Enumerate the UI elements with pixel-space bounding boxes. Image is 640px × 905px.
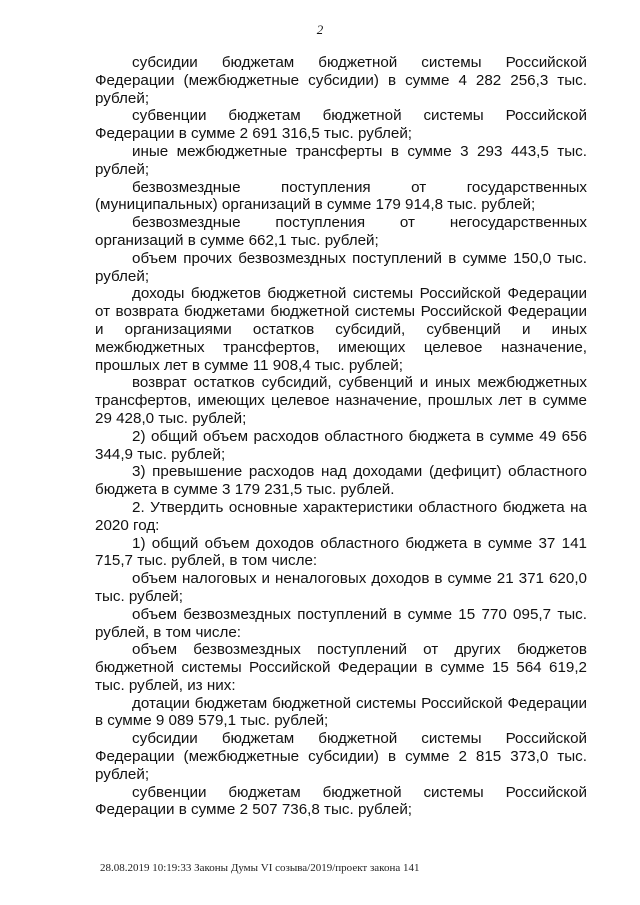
page-number: 2: [316, 22, 324, 37]
paragraph: субсидии бюджетам бюджетной системы Российской Федерации (межбюджетные субсидии) в сумме 2 815 373,0 тыс. рублей;: [95, 730, 587, 783]
paragraph: возврат остатков субсидий, субвенций и иных межбюджетных трансфертов, имеющих целевое назначение, прошлых лет в сумме 29 428,0 тыс. рублей;: [95, 374, 587, 427]
paragraph: 3) превышение расходов над доходами (дефицит) областного бюджета в сумме 3 179 231,5 тыс. рублей.: [95, 463, 587, 499]
paragraph: доходы бюджетов бюджетной системы Российской Федерации от возврата бюджетами бюджетной системы Российской Федерации и организациями остатков субсидий, субвенций и иных межбюджетных трансфертов, имеющих целевое назначение, прошлых лет в сумме 11 908,4 тыс. рублей;: [95, 285, 587, 374]
paragraph: объем налоговых и неналоговых доходов в сумме 21 371 620,0 тыс. рублей;: [95, 570, 587, 605]
paragraph: безвозмездные поступления от негосударственных организаций в сумме 662,1 тыс. рублей;: [95, 214, 587, 249]
paragraph: 2. Утвердить основные характеристики областного бюджета на 2020 год:: [95, 498, 587, 534]
paragraph: дотации бюджетам бюджетной системы Российской Федерации в сумме 9 089 579,1 тыс. рублей;: [95, 694, 587, 730]
paragraph: субвенции бюджетам бюджетной системы Российской Федерации в сумме 2 691 316,5 тыс. рублей;: [95, 107, 587, 143]
paragraph: иные межбюджетные трансферты в сумме 3 293 443,5 тыс. рублей;: [95, 142, 587, 178]
footer-stamp: 28.08.2019 10:19:33 Законы Думы VI созыва/2019/проект закона 141: [100, 862, 420, 874]
document-body: [95, 54, 587, 819]
paragraph: 2) общий объем расходов областного бюджета в сумме 49 656 344,9 тыс. рублей;: [95, 427, 587, 463]
paragraph: 1) общий объем доходов областного бюджета в сумме 37 141 715,7 тыс. рублей, в том числе:: [95, 534, 587, 570]
paragraph: субсидии бюджетам бюджетной системы Российской Федерации (межбюджетные субсидии) в сумме 4 282 256,3 тыс. рублей;: [95, 54, 587, 107]
paragraph: объем безвозмездных поступлений в сумме 15 770 095,7 тыс. рублей, в том числе:: [95, 605, 587, 641]
paragraph: безвозмездные поступления от государственных (муниципальных) организаций в сумме 179 914,8 тыс. рублей;: [95, 178, 587, 214]
paragraph: объем прочих безвозмездных поступлений в сумме 150,0 тыс. рублей;: [95, 249, 587, 285]
paragraph: субвенции бюджетам бюджетной системы Российской Федерации в сумме 2 507 736,8 тыс. рублей;: [95, 783, 587, 819]
paragraph: объем безвозмездных поступлений от других бюджетов бюджетной системы Российской Федерации в сумме 15 564 619,2 тыс. рублей, из них:: [95, 641, 587, 694]
